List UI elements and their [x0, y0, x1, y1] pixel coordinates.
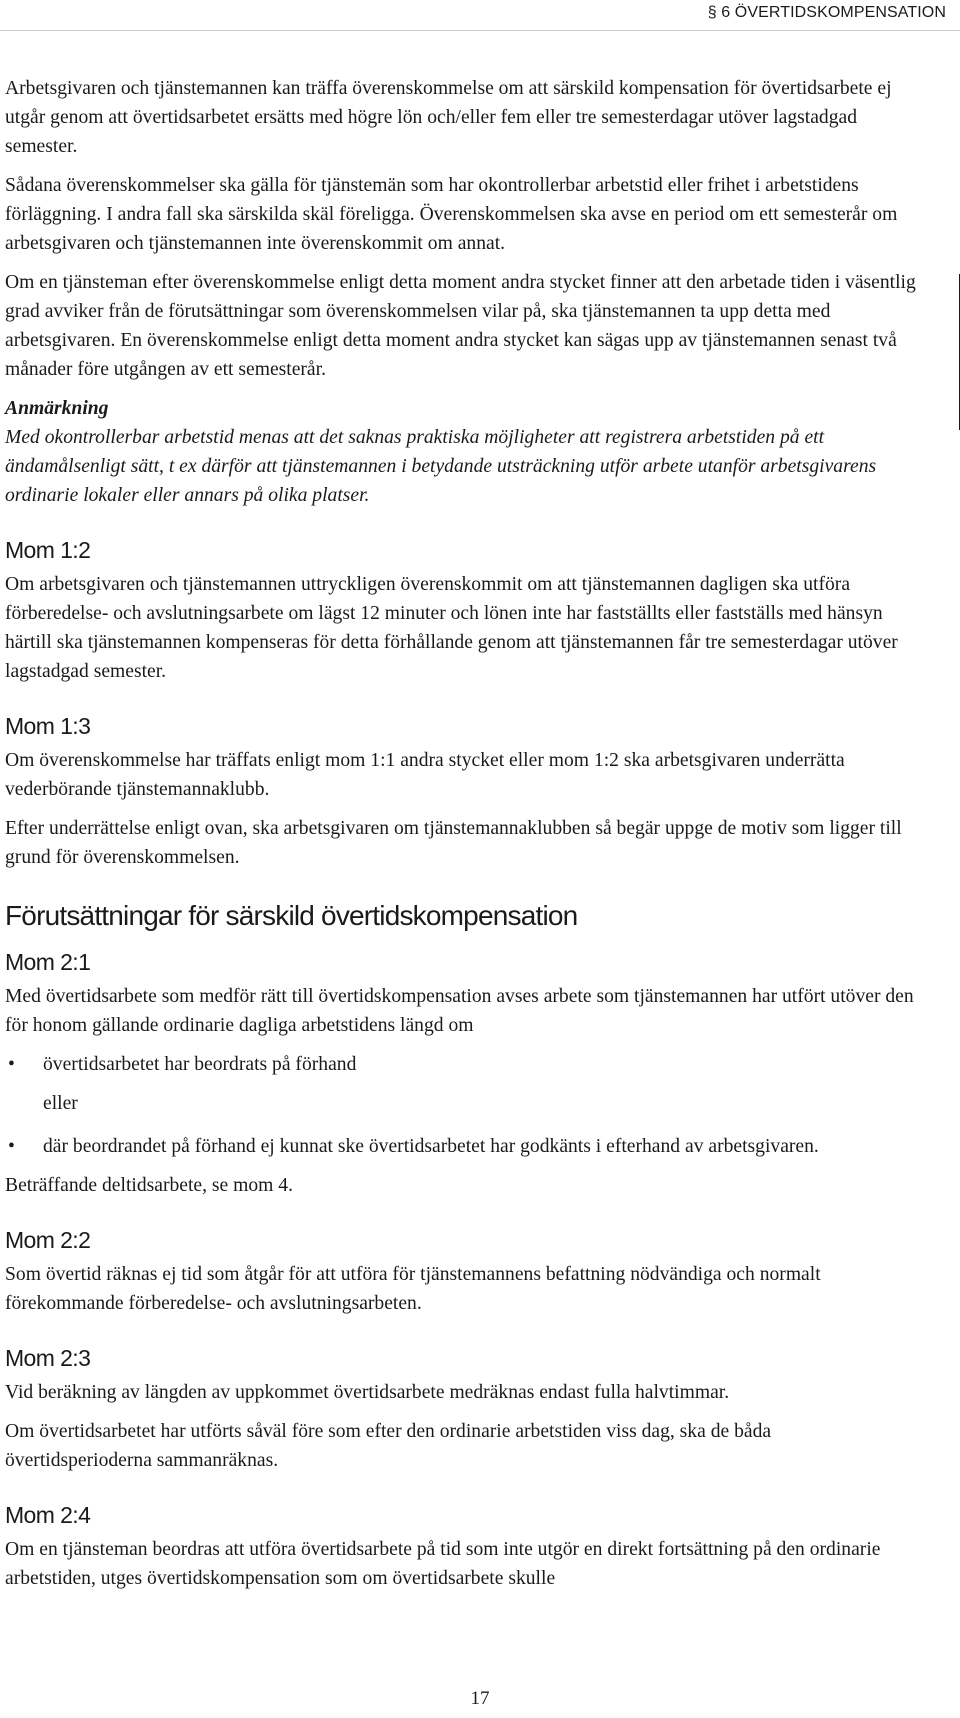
paragraph-mom-1-2: Om arbetsgivaren och tjänstemannen uttryckligen överenskommit om att tjänstemannen dagligen ska utföra förberedelse- och avslutningsarbete om lägst 12 minuter och lönen inte har fastställts eller fastställs med hänsyn härtill ska tjänstemannen kompenseras för detta förhållande genom att tjänstemannen får tre semesterdagar utöver lagstadgad semester.: [5, 574, 898, 682]
paragraph-mom-1-3-b: Efter underrättelse enligt ovan, ska arbetsgivaren om tjänstemannaklubben så begär uppge de motiv som ligger till grund för överenskommelsen.: [5, 818, 902, 868]
paragraph-mom-2-1: Med övertidsarbete som medför rätt till övertidskompensation avses arbete som tjänstemannen har utfört utöver den för honom gällande ordinarie dagliga arbetstidens längd om: [5, 986, 914, 1036]
paragraph-mom-1-3-a: Om överenskommelse har träffats enligt mom 1:1 andra stycket eller mom 1:2 ska arbetsgivaren underrätta vederbörande tjänstemannaklubb.: [5, 750, 845, 800]
heading-mom-2-1: Mom 2:1: [5, 949, 91, 975]
paragraph-mom-2-2: Som övertid räknas ej tid som åtgår för att utföra för tjänstemannens befattning nödvändiga och normalt förekommande förberedelse- och avslutningsarbeten.: [5, 1264, 821, 1314]
paragraph-mom-2-4: Om en tjänsteman beordras att utföra övertidsarbete på tid som inte utgör en direkt fortsättning på den ordinarie arbetstiden, utges övertidskompensation som om övertidsarbete skulle: [5, 1539, 881, 1589]
note-title: Anmärkning: [5, 398, 109, 419]
list-item-text: där beordrandet på förhand ej kunnat ske övertidsarbetet har godkänts i efterhand av arbetsgivaren.: [43, 1136, 819, 1157]
section-title: Förutsättningar för särskild övertidskompensation: [5, 900, 578, 931]
heading-mom-1-3: Mom 1:3: [5, 713, 91, 739]
heading-mom-2-2: Mom 2:2: [5, 1227, 91, 1253]
header-divider: [0, 30, 960, 31]
list-item: [5, 1132, 921, 1161]
paragraph-mom-2-3-a: Vid beräkning av längden av uppkommet övertidsarbete medräknas endast fulla halvtimmar.: [5, 1382, 730, 1403]
note-text: Med okontrollerbar arbetstid menas att det saknas praktiska möjligheter att registrera arbetstiden på ett ändamålsenligt sätt, t ex därför att tjänstemannen i betydande utsträckning utför arbete utanför arbetsgivarens ordinarie lokaler eller annars på olika platser.: [5, 427, 877, 506]
list-conjunction: eller: [43, 1093, 78, 1114]
heading-mom-2-3: Mom 2:3: [5, 1345, 91, 1371]
bullet-icon: •: [8, 1054, 15, 1075]
page-number: 17: [470, 1688, 490, 1709]
paragraph-agreement-scope: Sådana överenskommelser ska gälla för tjänstemän som har okontrollerbar arbetstid eller frihet i arbetstidens förläggning. I andra fall ska särskilda skäl föreligga. Överenskommelsen ska avse en period om ett semesterår om arbetsgivaren och tjänstemannen inte överenskommit om annat.: [5, 175, 898, 254]
paragraph-part-time-ref: Beträffande deltidsarbete, se mom 4.: [5, 1175, 294, 1196]
heading-mom-2-4: Mom 2:4: [5, 1502, 91, 1528]
revised-block: [5, 268, 921, 384]
page-content: [5, 74, 921, 1603]
paragraph-mom-2-3-b: Om övertidsarbetet har utförts såväl före som efter den ordinarie arbetstiden viss dag, ska de båda övertidsperioderna sammanräknas.: [5, 1421, 772, 1471]
list-item-text: övertidsarbetet har beordrats på förhand: [43, 1054, 357, 1075]
conditions-list: [5, 1050, 921, 1079]
list-item: [5, 1050, 921, 1079]
paragraph-agreement: Arbetsgivaren och tjänstemannen kan träffa överenskommelse om att särskild kompensation för övertidsarbete ej utgår genom att övertidsarbetet ersätts med högre lön och/eller fem eller tre semesterdagar utöver lagstadgad semester.: [5, 78, 892, 157]
running-header: § 6 ÖVERTIDSKOMPENSATION: [707, 4, 946, 21]
conditions-list-2: [5, 1132, 921, 1161]
paragraph-termination: Om en tjänsteman efter överenskommelse enligt detta moment andra stycket finner att den arbetade tiden i väsentlig grad avviker från de förutsättningar som överenskommelsen vilar på, ska tjänstemannen ta upp detta med arbetsgivaren. En överenskommelse enligt detta moment andra stycket kan sägas upp av tjänstemannen senast två månader före utgången av ett semesterår.: [5, 272, 916, 380]
heading-mom-1-2: Mom 1:2: [5, 537, 91, 563]
bullet-icon: •: [8, 1136, 15, 1157]
